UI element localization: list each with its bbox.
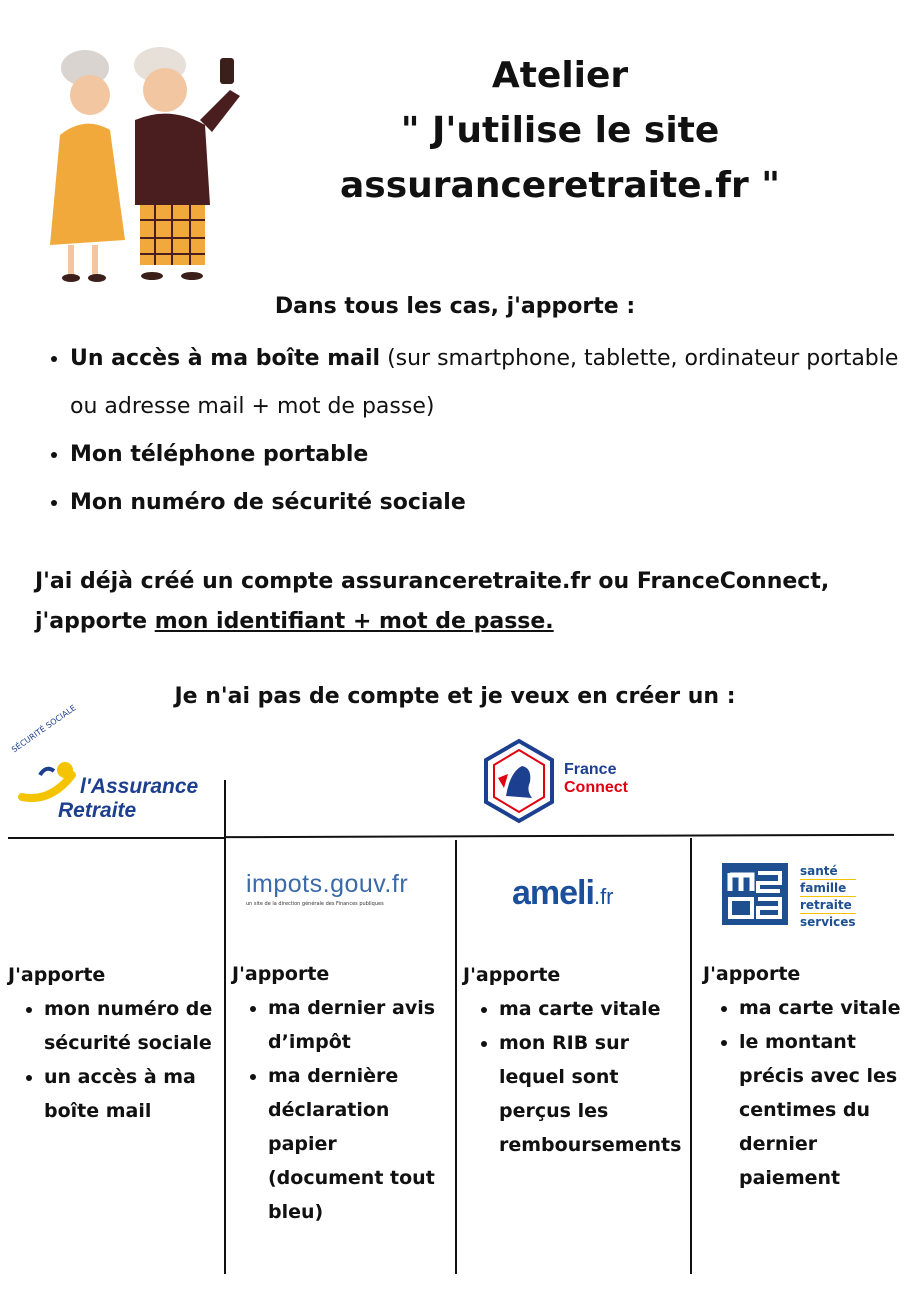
couple-selfie-icon: [40, 40, 260, 290]
list-item-bold: Un accès à ma boîte mail: [70, 346, 381, 371]
column-list: [703, 991, 903, 1195]
list-item: • ma dernière déclaration papier (document tout bleu): [268, 1059, 454, 1229]
franceconnect-line1: France: [564, 761, 617, 778]
list-item: • mon numéro de sécurité sociale: [44, 992, 220, 1060]
list-item: [70, 335, 910, 431]
list-item: • un accès à ma boîte mail: [44, 1060, 220, 1128]
impots-sub-text: un site de la direction générale des Finances publiques: [246, 901, 384, 907]
column-header: J'apporte: [232, 963, 330, 985]
column-header: J'apporte: [463, 964, 561, 986]
list-item: • ma carte vitale: [499, 992, 685, 1026]
divider-vertical-2: [455, 840, 457, 1274]
franceconnect-logo: [482, 738, 662, 824]
column-ameli: [463, 958, 685, 1162]
list-item: • ma carte vitale: [739, 991, 903, 1025]
franceconnect-hexagon-icon: [482, 738, 556, 824]
msa-text-block: [800, 863, 856, 930]
list-item-bold: Mon téléphone portable: [70, 442, 369, 467]
divider-top-left: [8, 837, 226, 839]
already-text: J'ai déjà créé un compte assuranceretraite.fr ou FranceConnect, j'apporte: [35, 569, 830, 634]
create-heading: Je n'ai pas de compte et je veux en créer un :: [174, 684, 736, 709]
ameli-suffix-text: .fr: [593, 884, 614, 909]
column-header: J'apporte: [8, 964, 106, 986]
divider-top-right: [226, 834, 894, 838]
list-item-rest: (sur smartphone, tablette, ordinateur portable ou adresse mail + mot de passe): [70, 346, 899, 419]
divider-vertical-1: [224, 780, 226, 1274]
column-list: [463, 992, 685, 1162]
list-item: [70, 479, 910, 527]
ameli-logo: [512, 874, 662, 919]
ameli-main-text: ameli: [512, 874, 594, 912]
column-list: [8, 992, 220, 1128]
list-item: • ma dernier avis d’impôt: [268, 991, 454, 1059]
page-title: [280, 48, 840, 213]
list-item: • mon RIB sur lequel sont perçus les remboursements: [499, 1026, 685, 1162]
intro-heading: Dans tous les cas, j'apporte :: [274, 294, 636, 319]
divider-vertical-3: [690, 838, 692, 1274]
impots-logo: [246, 870, 446, 920]
msa-logo: [722, 863, 882, 927]
column-assurance: [8, 958, 220, 1128]
assurance-retraite-logo: [10, 703, 210, 830]
list-item-bold: Mon numéro de sécurité sociale: [70, 490, 466, 515]
intro-list: [40, 335, 910, 527]
msa-emblem-icon: [722, 863, 788, 925]
assurance-line1: l'Assurance: [80, 775, 199, 798]
already-account-text: [35, 562, 885, 642]
column-msa: [703, 957, 903, 1195]
msa-line: santé: [800, 863, 856, 880]
list-item: [70, 431, 910, 479]
msa-line: services: [800, 915, 856, 929]
illustration-couple: [40, 40, 260, 290]
impots-main-text: impots.gouv.fr: [246, 870, 409, 898]
list-item: • le montant précis avec les centimes du dernier paiement: [739, 1025, 903, 1195]
column-header: J'apporte: [703, 963, 801, 985]
assurance-small-text: SÉCURITÉ SOCIALE: [10, 703, 78, 755]
title-line-1: Atelier: [491, 55, 629, 96]
franceconnect-line2: Connect: [564, 779, 628, 796]
assurance-line2: Retraite: [58, 799, 137, 822]
title-line-3: assuranceretraite.fr ": [340, 165, 780, 206]
title-line-2: " J'utilise le site: [400, 110, 720, 151]
already-underlined: mon identifiant + mot de passe.: [154, 609, 554, 634]
column-impots: [232, 957, 454, 1229]
column-list: [232, 991, 454, 1229]
msa-line: retraite: [800, 897, 856, 914]
msa-line: famille: [800, 880, 856, 897]
